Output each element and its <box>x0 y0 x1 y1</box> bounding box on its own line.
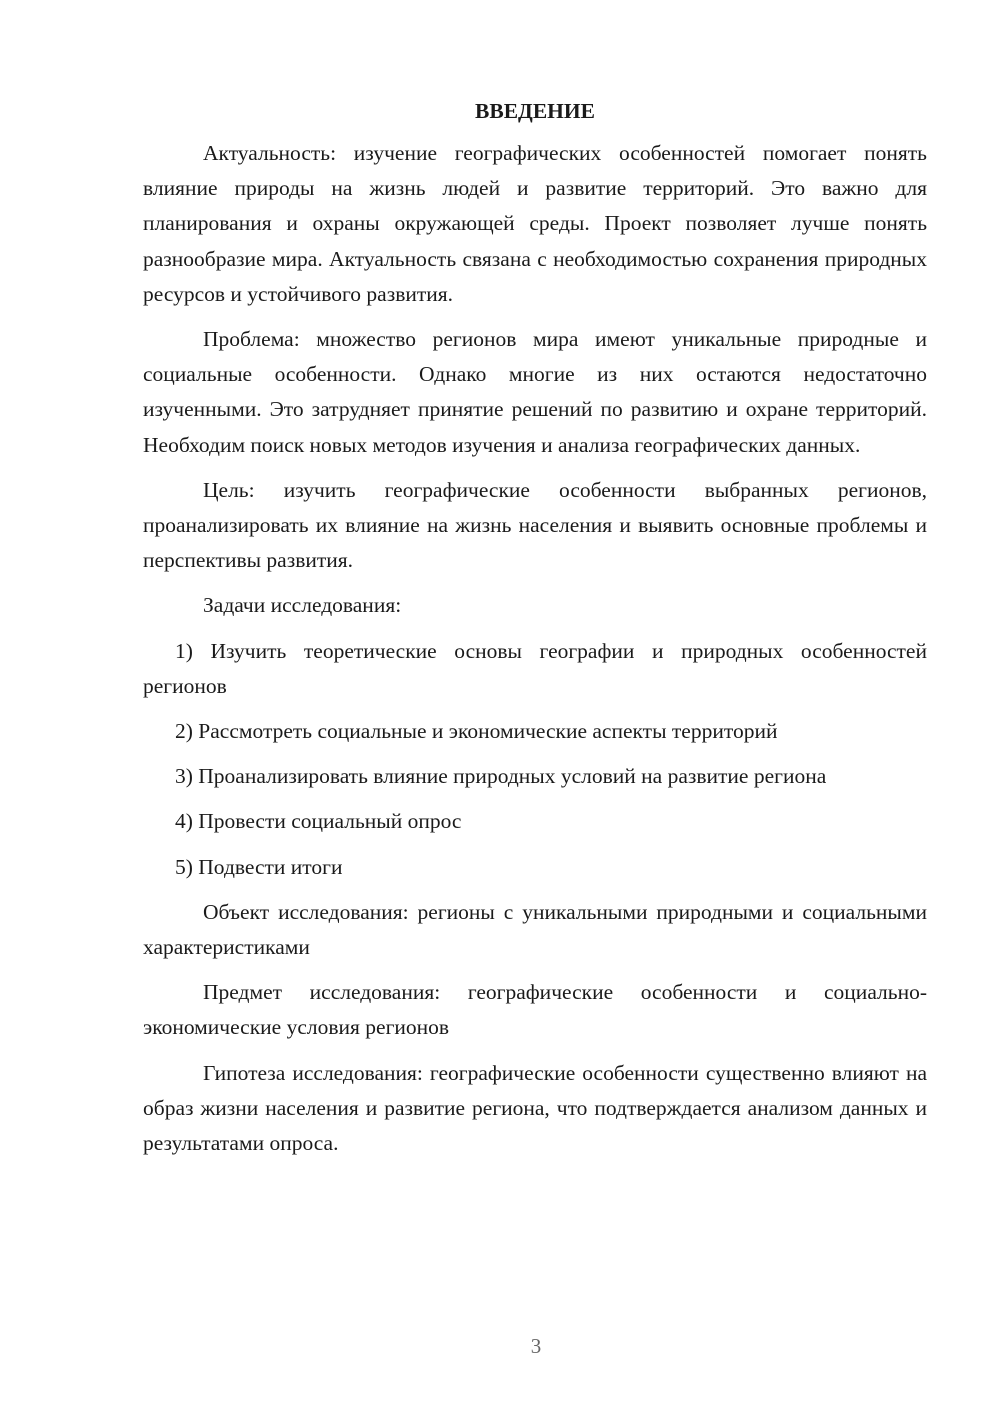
page-content <box>143 96 927 1171</box>
page-number: 3 <box>530 1334 542 1358</box>
subject-paragraph: Предмет исследования: географические особенности и социально-экономические условия регионов <box>143 980 927 1040</box>
object-paragraph: Объект исследования: регионы с уникальными природными и социальными характеристиками <box>143 899 927 960</box>
goal-paragraph: Цель: изучить географические особенности выбранных регионов, проанализировать их влияние на жизнь населения и выявить основные проблемы и перспективы развития. <box>143 477 927 573</box>
relevance-paragraph: Актуальность: изучение географических особенностей помогает понять влияние природы на жизнь людей и развитие территорий. Это важно для планирования и охраны окружающей среды. Проект позволяет лучше понять разнообразие мира. Актуальность связана с необходимостью сохранения природных ресурсов и устойчивого развития. <box>143 141 927 306</box>
task-item: 2) Рассмотреть социальные и экономические аспекты территорий <box>175 719 778 744</box>
hypothesis-paragraph: Гипотеза исследования: географические особенности существенно влияют на образ жизни населения и развитие региона, что подтверждается анализом данных и результатами опроса. <box>143 1060 927 1156</box>
task-item: 4) Провести социальный опрос <box>175 809 462 834</box>
section-heading: ВВЕДЕНИЕ <box>475 99 595 123</box>
tasks-heading: Задачи исследования: <box>203 593 402 618</box>
task-item: 3) Проанализировать влияние природных условий на развитие региона <box>175 764 827 789</box>
task-item: 5) Подвести итоги <box>175 854 343 879</box>
problem-paragraph: Проблема: множество регионов мира имеют уникальные природные и социальные особенности. Однако многие из них остаются недостаточно изученными. Это затрудняет принятие решений по развитию и охране территорий. Необходим поиск новых методов изучения и анализа географических данных. <box>143 327 927 457</box>
task-item: 1) Изучить теоретические основы географии и природных особенностей регионов <box>143 638 927 698</box>
